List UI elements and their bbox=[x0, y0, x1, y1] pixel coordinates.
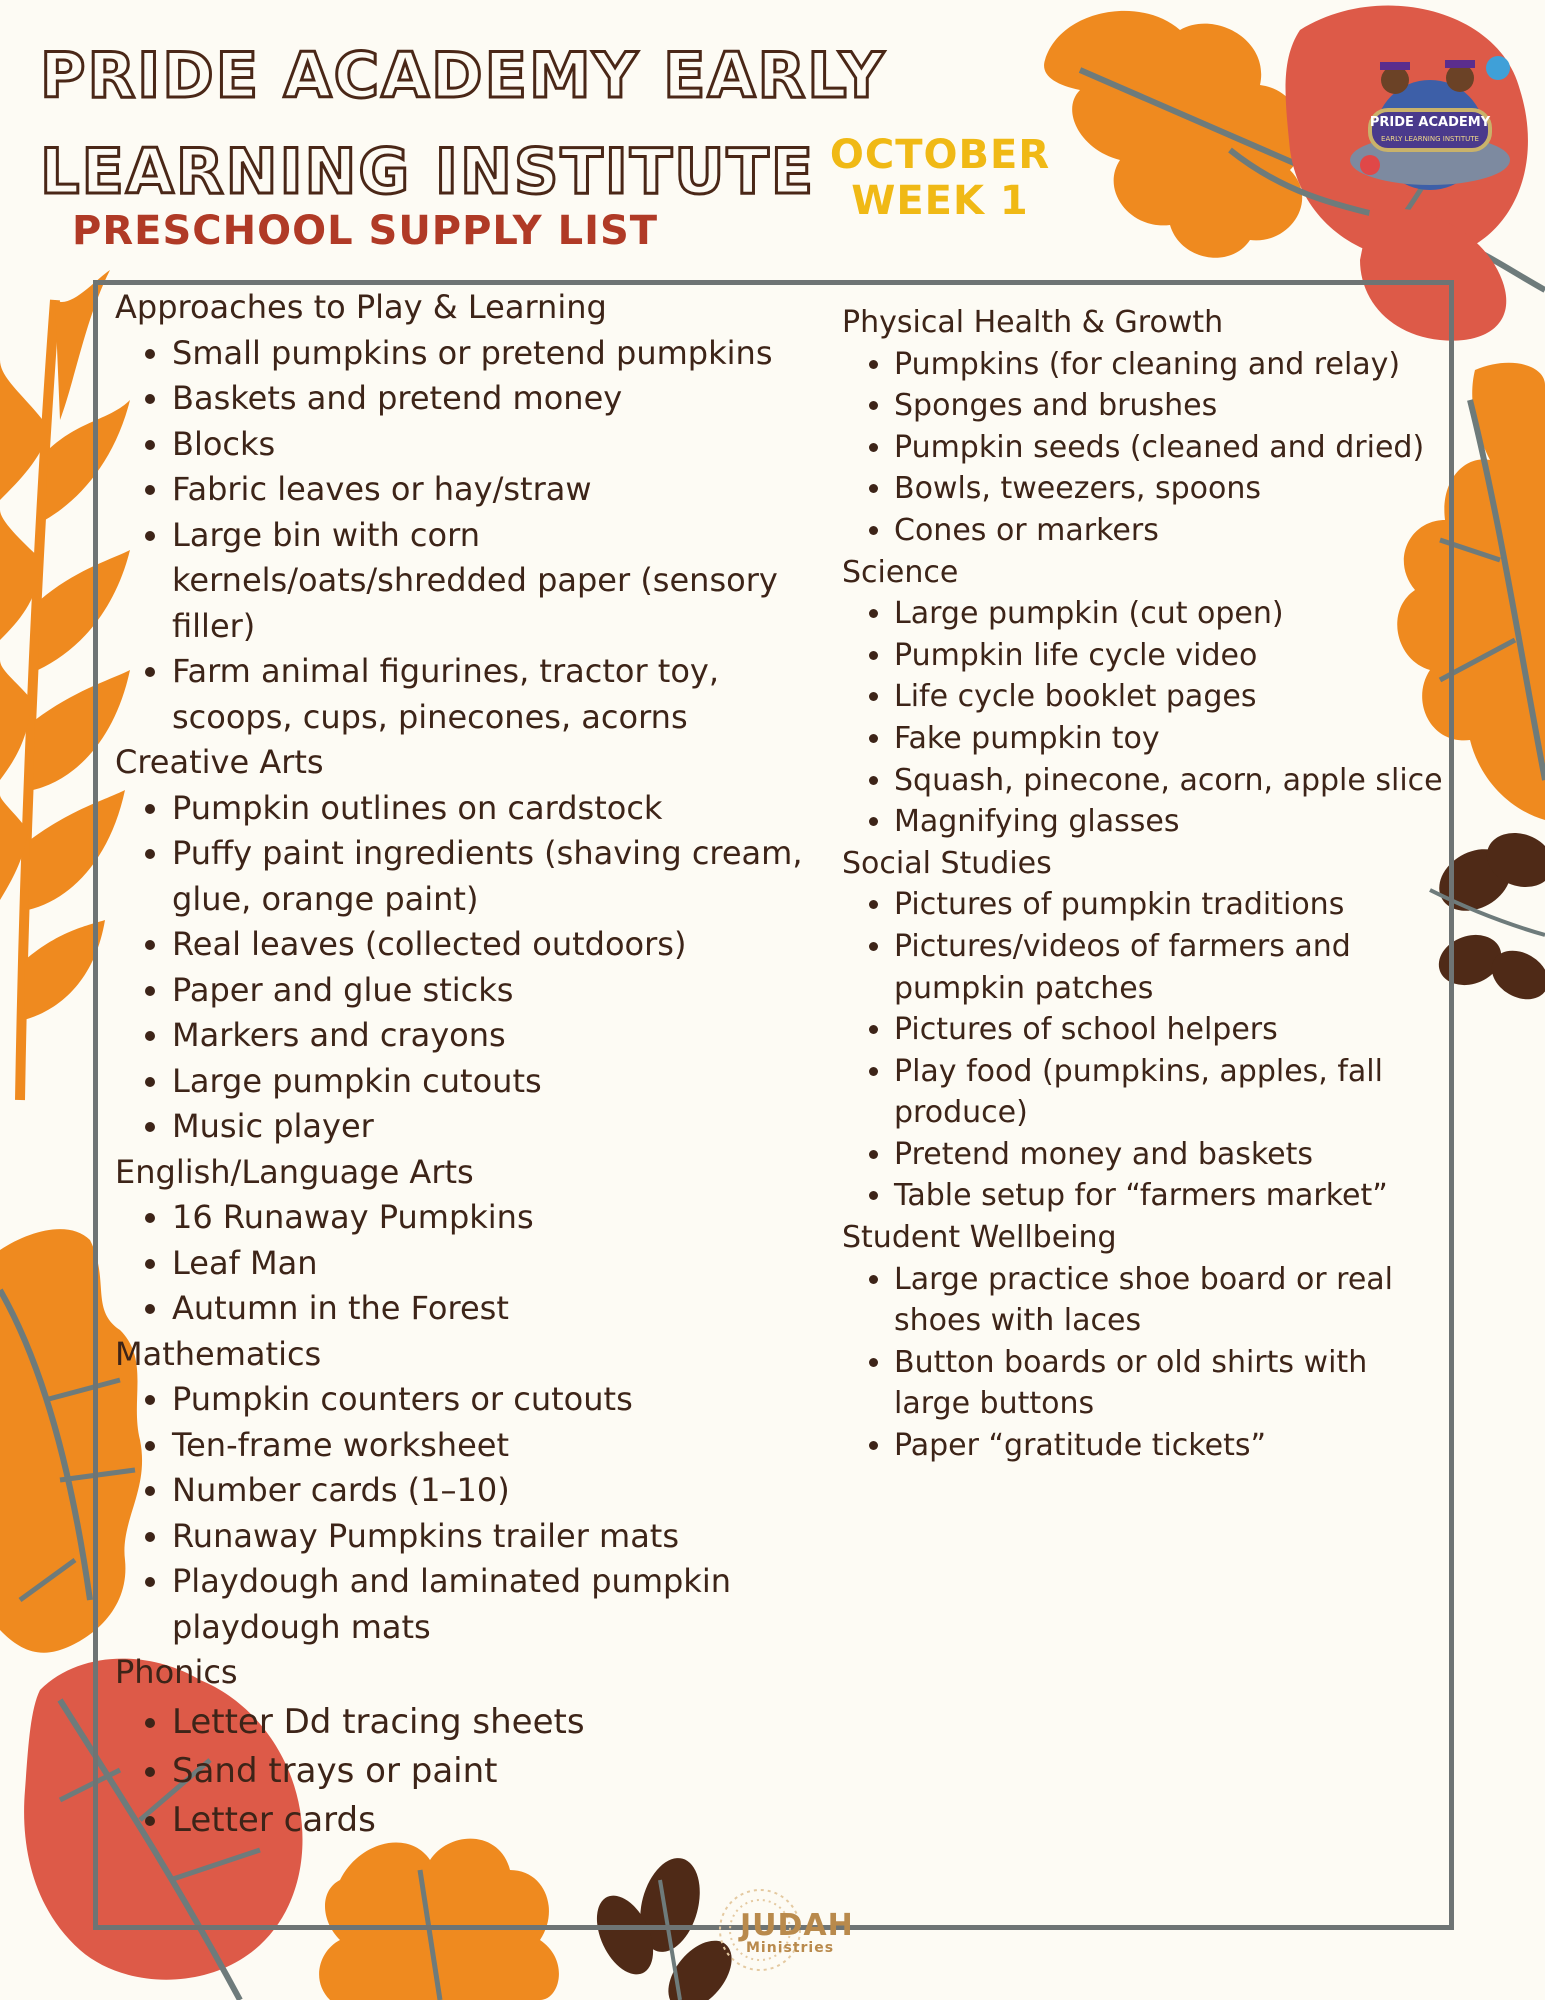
list-item: • Fabric leaves or hay/straw bbox=[172, 467, 830, 513]
list-item: • Pictures of pumpkin traditions bbox=[894, 884, 1447, 926]
supply-list bbox=[842, 884, 1447, 1217]
list-item: • Pumpkin outlines on cardstock bbox=[172, 786, 830, 832]
list-item: • Large practice shoe board or real shoes with laces bbox=[894, 1259, 1447, 1342]
week-text: WEEK 1 bbox=[851, 178, 1029, 224]
logo-subtext: EARLY LEARNING INSTITUTE bbox=[1381, 135, 1479, 143]
judah-ministries-logo bbox=[700, 1880, 854, 1980]
section-heading: English/Language Arts bbox=[115, 1152, 474, 1191]
section-mathematics bbox=[115, 1332, 830, 1651]
list-item: • Blocks bbox=[172, 422, 830, 468]
right-column bbox=[842, 302, 1447, 1467]
list-item: • Leaf Man bbox=[172, 1241, 830, 1287]
list-item: • Paper “gratitude tickets” bbox=[894, 1425, 1447, 1467]
list-item: • Real leaves (collected outdoors) bbox=[172, 922, 830, 968]
list-item: • Play food (pumpkins, apples, fall produce) bbox=[894, 1051, 1447, 1134]
section-heading: Mathematics bbox=[115, 1334, 322, 1373]
section-approaches bbox=[115, 285, 830, 740]
list-item: • Letter Dd tracing sheets bbox=[172, 1698, 830, 1747]
list-item: • Fake pumpkin toy bbox=[894, 718, 1447, 760]
list-item: • Bowls, tweezers, spoons bbox=[894, 468, 1447, 510]
list-item: • Paper and glue sticks bbox=[172, 968, 830, 1014]
supply-list bbox=[115, 1698, 830, 1845]
list-item: • Pictures/videos of farmers and pumpkin patches bbox=[894, 926, 1447, 1009]
section-phonics bbox=[115, 1650, 830, 1845]
list-item: • Large pumpkin cutouts bbox=[172, 1059, 830, 1105]
supply-list bbox=[842, 593, 1447, 843]
list-item: • Pictures of school helpers bbox=[894, 1009, 1447, 1051]
list-item: • Pumpkin life cycle video bbox=[894, 635, 1447, 677]
left-column bbox=[115, 285, 830, 1845]
judah-text: JUDAH bbox=[740, 1908, 854, 1943]
list-item: • Pumpkins (for cleaning and relay) bbox=[894, 344, 1447, 386]
list-item: • Pretend money and baskets bbox=[894, 1134, 1447, 1176]
list-item: • 16 Runaway Pumpkins bbox=[172, 1195, 830, 1241]
supply-list bbox=[842, 344, 1447, 552]
page-subtitle: PRESCHOOL SUPPLY LIST bbox=[72, 208, 659, 254]
list-item: • Large bin with corn kernels/oats/shredded paper (sensory filler) bbox=[172, 513, 830, 650]
title-line-2: LEARNING INSTITUTE bbox=[40, 135, 816, 208]
title-line-1: PRIDE ACADEMY EARLY bbox=[40, 39, 886, 112]
list-item: • Cones or markers bbox=[894, 510, 1447, 552]
pride-academy-logo bbox=[1340, 40, 1520, 200]
month-text: OCTOBER bbox=[829, 132, 1051, 178]
section-heading: Phonics bbox=[115, 1653, 238, 1691]
week-label bbox=[825, 132, 1055, 224]
section-heading: Science bbox=[842, 554, 959, 590]
supply-list bbox=[115, 1377, 830, 1650]
list-item: • Magnifying glasses bbox=[894, 801, 1447, 843]
section-heading: Social Studies bbox=[842, 845, 1052, 881]
section-heading: Student Wellbeing bbox=[842, 1220, 1117, 1256]
list-item: • Small pumpkins or pretend pumpkins bbox=[172, 331, 830, 377]
list-item: • Puffy paint ingredients (shaving cream, glue, orange paint) bbox=[172, 831, 830, 922]
list-item: • Number cards (1–10) bbox=[172, 1468, 830, 1514]
list-item: • Autumn in the Forest bbox=[172, 1286, 830, 1332]
list-item: • Pumpkin seeds (cleaned and dried) bbox=[894, 427, 1447, 469]
list-item: • Runaway Pumpkins trailer mats bbox=[172, 1514, 830, 1560]
section-social-studies bbox=[842, 843, 1447, 1217]
list-item: • Markers and crayons bbox=[172, 1013, 830, 1059]
list-item: • Farm animal figurines, tractor toy, scoops, cups, pinecones, acorns bbox=[172, 649, 830, 740]
section-student-wellbeing bbox=[842, 1217, 1447, 1467]
section-heading: Creative Arts bbox=[115, 743, 324, 781]
list-item: • Sand trays or paint bbox=[172, 1747, 830, 1796]
list-item: • Sponges and brushes bbox=[894, 385, 1447, 427]
list-item: • Pumpkin counters or cutouts bbox=[172, 1377, 830, 1423]
section-science bbox=[842, 552, 1447, 843]
logo-text: PRIDE ACADEMY bbox=[1369, 115, 1491, 130]
list-item: • Music player bbox=[172, 1104, 830, 1150]
section-physical-health bbox=[842, 302, 1447, 552]
supply-list bbox=[842, 1259, 1447, 1467]
list-item: • Playdough and laminated pumpkin playdough mats bbox=[172, 1559, 830, 1650]
list-item: • Baskets and pretend money bbox=[172, 376, 830, 422]
judah-subtext: Ministries bbox=[746, 1940, 835, 1956]
supply-list bbox=[115, 786, 830, 1150]
supply-list bbox=[115, 331, 830, 741]
list-item: • Button boards or old shirts with large buttons bbox=[894, 1342, 1447, 1425]
list-item: • Large pumpkin (cut open) bbox=[894, 593, 1447, 635]
list-item: • Table setup for “farmers market” bbox=[894, 1175, 1447, 1217]
section-language-arts bbox=[115, 1150, 830, 1332]
supply-list bbox=[115, 1195, 830, 1332]
section-creative-arts bbox=[115, 740, 830, 1150]
page-title bbox=[40, 28, 886, 220]
orange-oak-leaf-icon bbox=[1044, 11, 1310, 258]
list-item: • Ten-frame worksheet bbox=[172, 1423, 830, 1469]
list-item: • Life cycle booklet pages bbox=[894, 676, 1447, 718]
section-heading: Physical Health & Growth bbox=[842, 305, 1224, 340]
list-item: • Squash, pinecone, acorn, apple slice bbox=[894, 760, 1447, 802]
list-item: • Letter cards bbox=[172, 1796, 830, 1845]
section-heading: Approaches to Play & Learning bbox=[115, 288, 607, 326]
